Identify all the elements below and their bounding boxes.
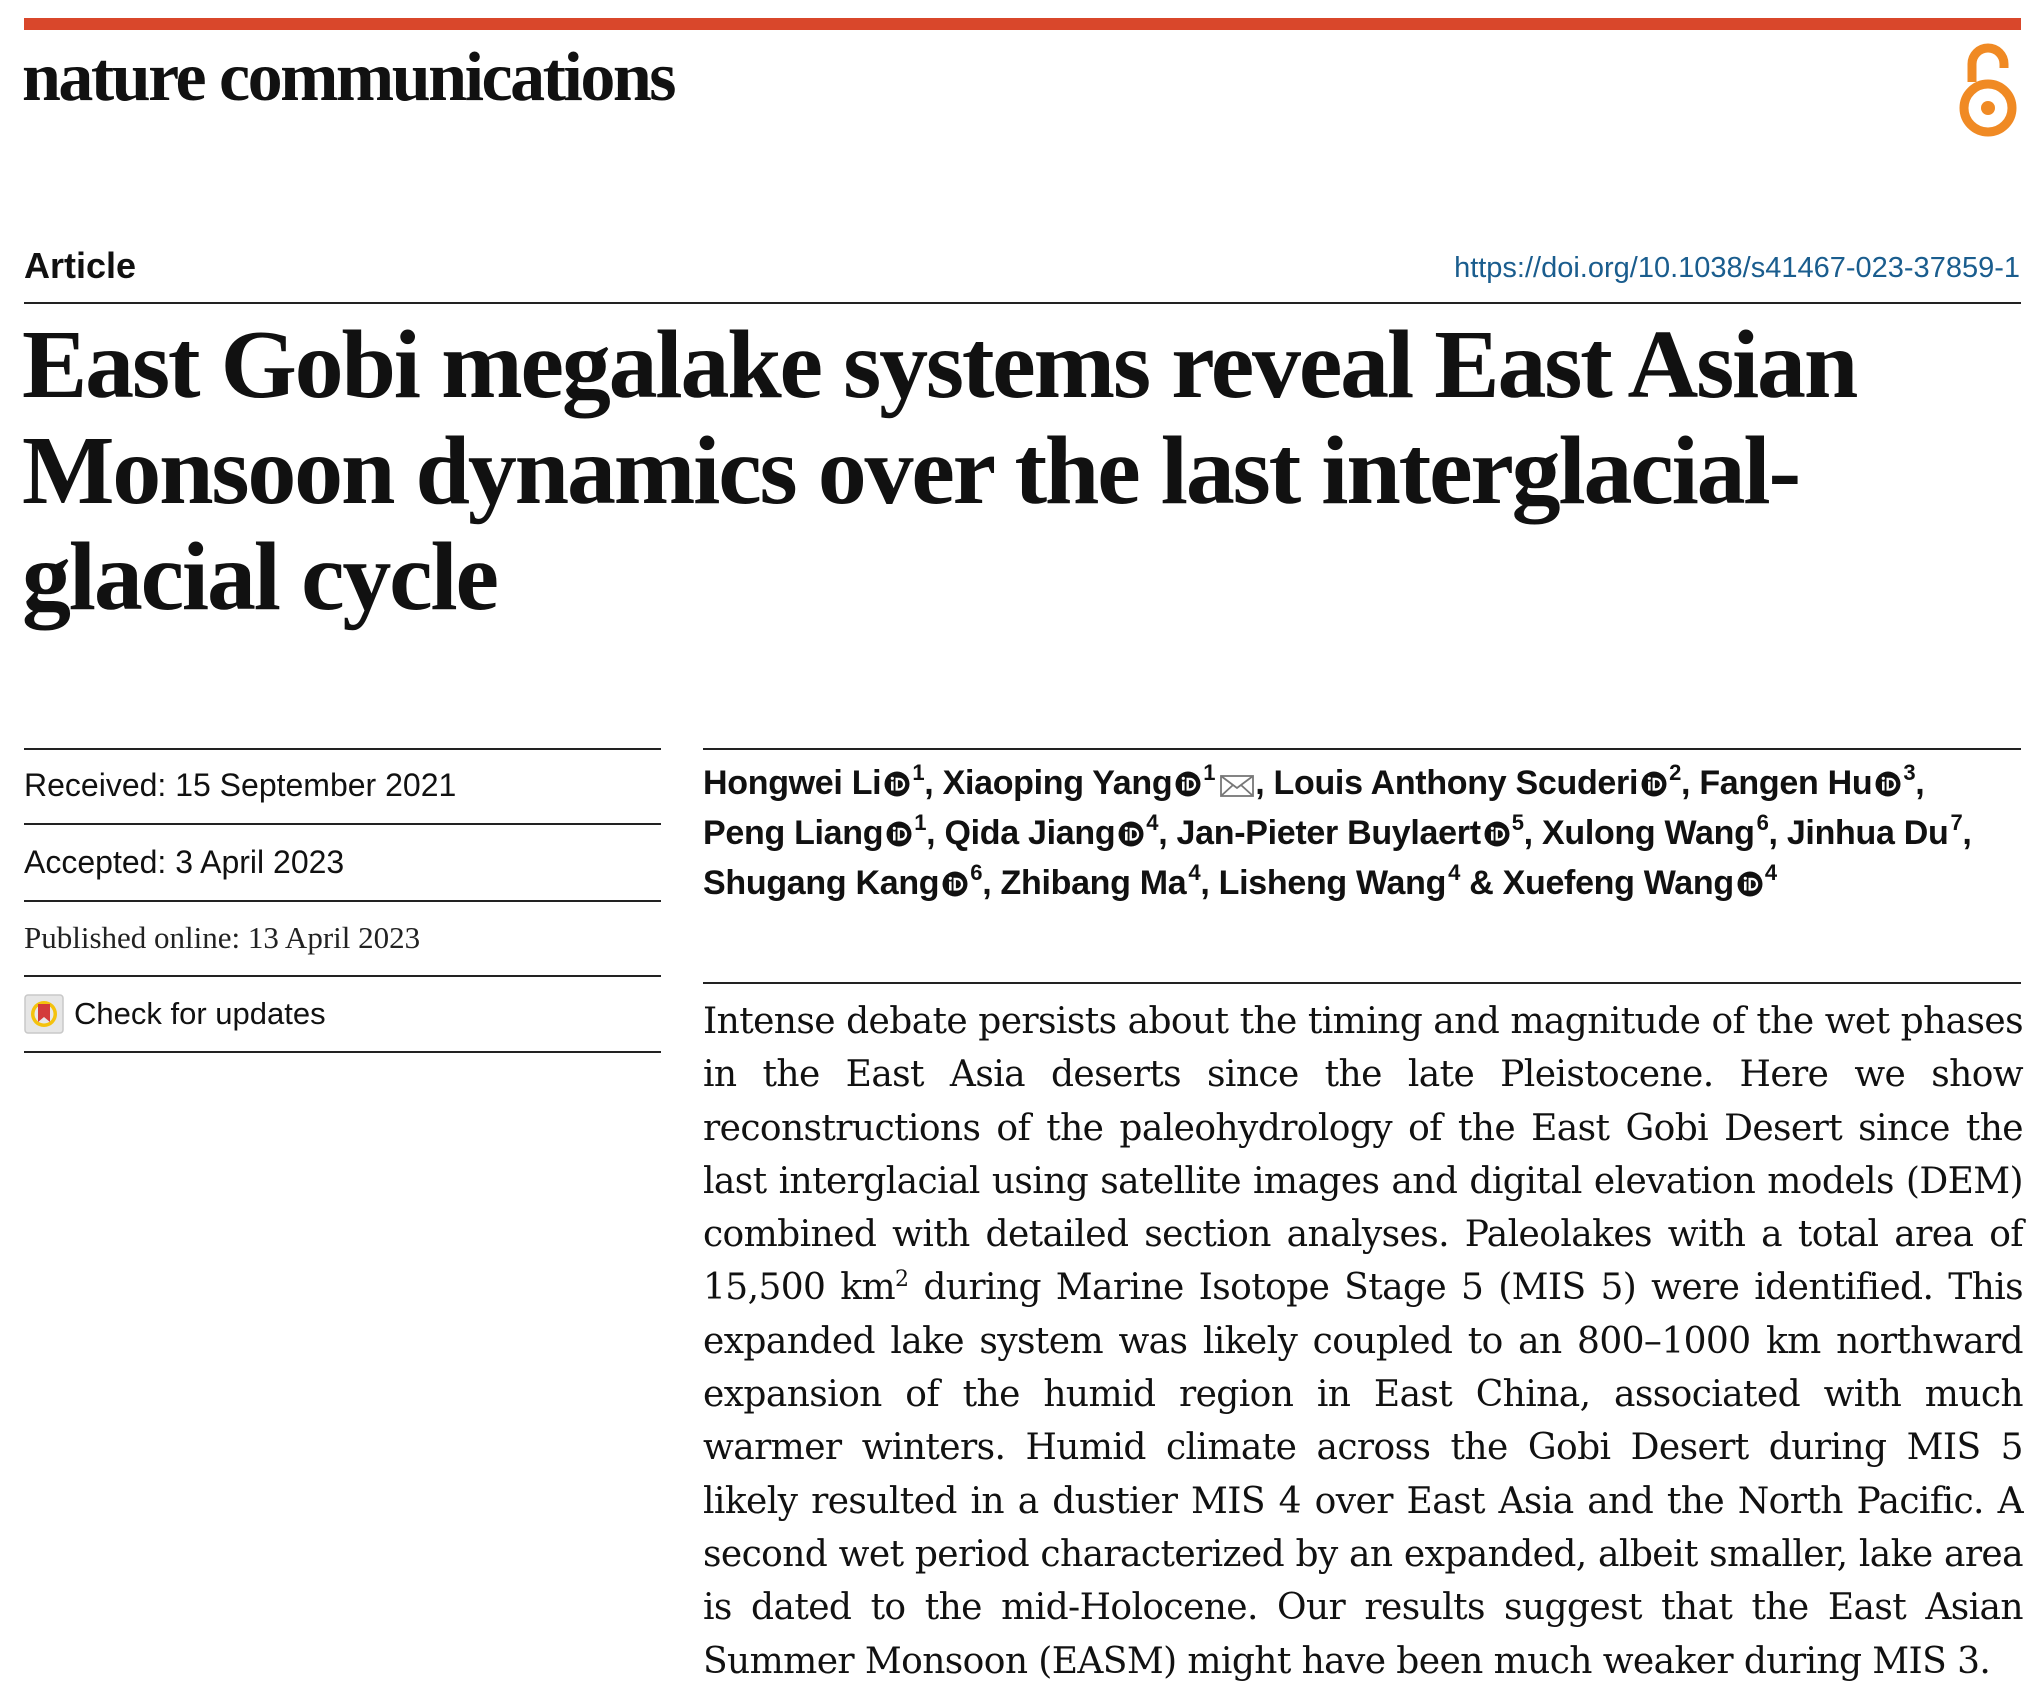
author[interactable] [942,760,1256,802]
author[interactable] [1699,760,1916,802]
affiliation-number: 7 [1950,810,1963,835]
affiliation-number: 4 [1188,860,1201,885]
affiliation-number: 4 [1146,810,1159,835]
article-title: East Gobi megalake systems reveal East Asian Monsoon dynamics over the last interglacial-glacial cycle [22,311,1857,631]
published-value: 13 April 2023 [247,920,421,955]
author[interactable] [703,810,927,852]
affiliation-number: 1 [912,760,925,785]
author-name: Hongwei Li [703,764,882,802]
author-name: Xulong Wang [1541,814,1755,852]
accepted-value: 3 April 2023 [175,844,345,880]
accepted-label: Accepted: [24,844,167,880]
author-name: Louis Anthony Scuderi [1273,764,1639,802]
abstract-text: Intense debate persists about the timing and magnitude of the wet phases in the East Asia deserts since the late Pleistocene. Here we show reconstructions of the paleohydrology of the East Gobi Desert since the last interglacial using satellite images and digital elevation models (DEM) combined with detailed section analyses. Paleolakes with a total area of 15,500 km [703,1001,2023,1309]
affiliation-number: 4 [1764,860,1777,885]
orcid-icon[interactable] [1737,861,1763,887]
received-date [24,765,661,805]
open-access-lock-icon [1956,38,2020,138]
author-name: Shugang Kang [703,864,940,902]
orcid-icon[interactable] [1641,761,1667,787]
orcid-icon[interactable] [1175,761,1201,787]
author[interactable] [1502,860,1777,902]
affiliation-number: 6 [1756,810,1769,835]
orcid-icon[interactable] [1875,761,1901,787]
abstract-text-continued: during Marine Isotope Stage 5 (MIS 5) were identified. This expanded lake system was likely coupled to an 800–1000 km northward expansion of the humid region in East China, associated with much warmer winters. Humid climate across the Gobi Desert during MIS 5 likely resulted in a dustier MIS 4 over East Asia and the North Pacific. A second wet period characterized by an expanded, albeit smaller, lake area is dated to the mid-Holocene. Our results suggest that the East Asian Summer Monsoon (EASM) might have been much weaker during MIS 3. [703,1267,2023,1682]
author-name: Xuefeng Wang [1502,864,1734,902]
abstract-superscript: 2 [895,1267,909,1293]
author[interactable] [944,810,1159,852]
author-name: Qida Jiang [944,814,1116,852]
author-name: Jan-Pieter Buylaert [1176,814,1481,852]
divider [24,900,661,902]
abstract [703,995,2023,1688]
author-name: Jinhua Du [1786,814,1949,852]
author[interactable] [1273,760,1682,802]
author-name: Xiaoping Yang [942,764,1173,802]
divider [24,823,661,825]
author[interactable] [1541,810,1769,852]
affiliation-number: 6 [970,860,983,885]
affiliation-number: 5 [1511,810,1524,835]
article-type: Article [24,245,137,286]
author-name: Fangen Hu [1699,764,1873,802]
divider [703,748,2021,750]
journal-accent-bar [24,18,2021,30]
author[interactable] [1176,810,1524,852]
received-label: Received: [24,767,167,803]
affiliation-number: 2 [1669,760,1682,785]
author-name: Lisheng Wang [1218,864,1447,902]
divider [24,975,661,977]
email-icon[interactable] [1219,763,1255,789]
affiliation-number: 4 [1448,860,1461,885]
published-date [24,918,661,958]
author-name: Peng Liang [703,814,884,852]
divider [24,748,661,750]
divider [24,302,2021,304]
orcid-icon[interactable] [1484,811,1510,837]
affiliation-number: 1 [1203,760,1216,785]
affiliation-number: 3 [1903,760,1916,785]
doi-link[interactable]: https://doi.org/10.1038/s41467-023-37859-1 [1454,252,2020,284]
author[interactable] [1218,860,1461,902]
orcid-icon[interactable] [884,761,910,787]
author-list: Hongwei Li $^1$, Xiaoping Yang $^1$ , Louis Anthony Scuderi $^2$, Fangen Hu $^3$, Peng Liang $^1$, Qida Jiang $^4$, Jan-Pieter Buylaert $^5$, Xulong Wang$^6$, Jinhua Du$^7$, Shugang Kang $^6$, Zhibang Ma$^4$, Lisheng Wang$^4$ & Xuefeng Wang $^4$ [703,760,1972,902]
author-name: Zhibang Ma [1000,864,1187,902]
published-label: Published online: [24,920,241,955]
accepted-date [24,842,661,882]
journal-name: nature communications [22,39,675,116]
divider [703,982,2021,984]
check-for-updates-button[interactable] [24,992,326,1036]
affiliation-number: 1 [914,810,927,835]
author[interactable] [703,860,983,902]
received-value: 15 September 2021 [175,767,457,803]
orcid-icon[interactable] [1118,811,1144,837]
check-for-updates-label: Check for updates [74,996,326,1031]
divider [24,1051,661,1053]
author[interactable] [1786,810,1963,852]
orcid-icon[interactable] [942,861,968,887]
author[interactable] [1000,860,1201,902]
orcid-icon[interactable] [886,811,912,837]
author[interactable] [703,760,925,802]
crossmark-icon [24,994,64,1034]
